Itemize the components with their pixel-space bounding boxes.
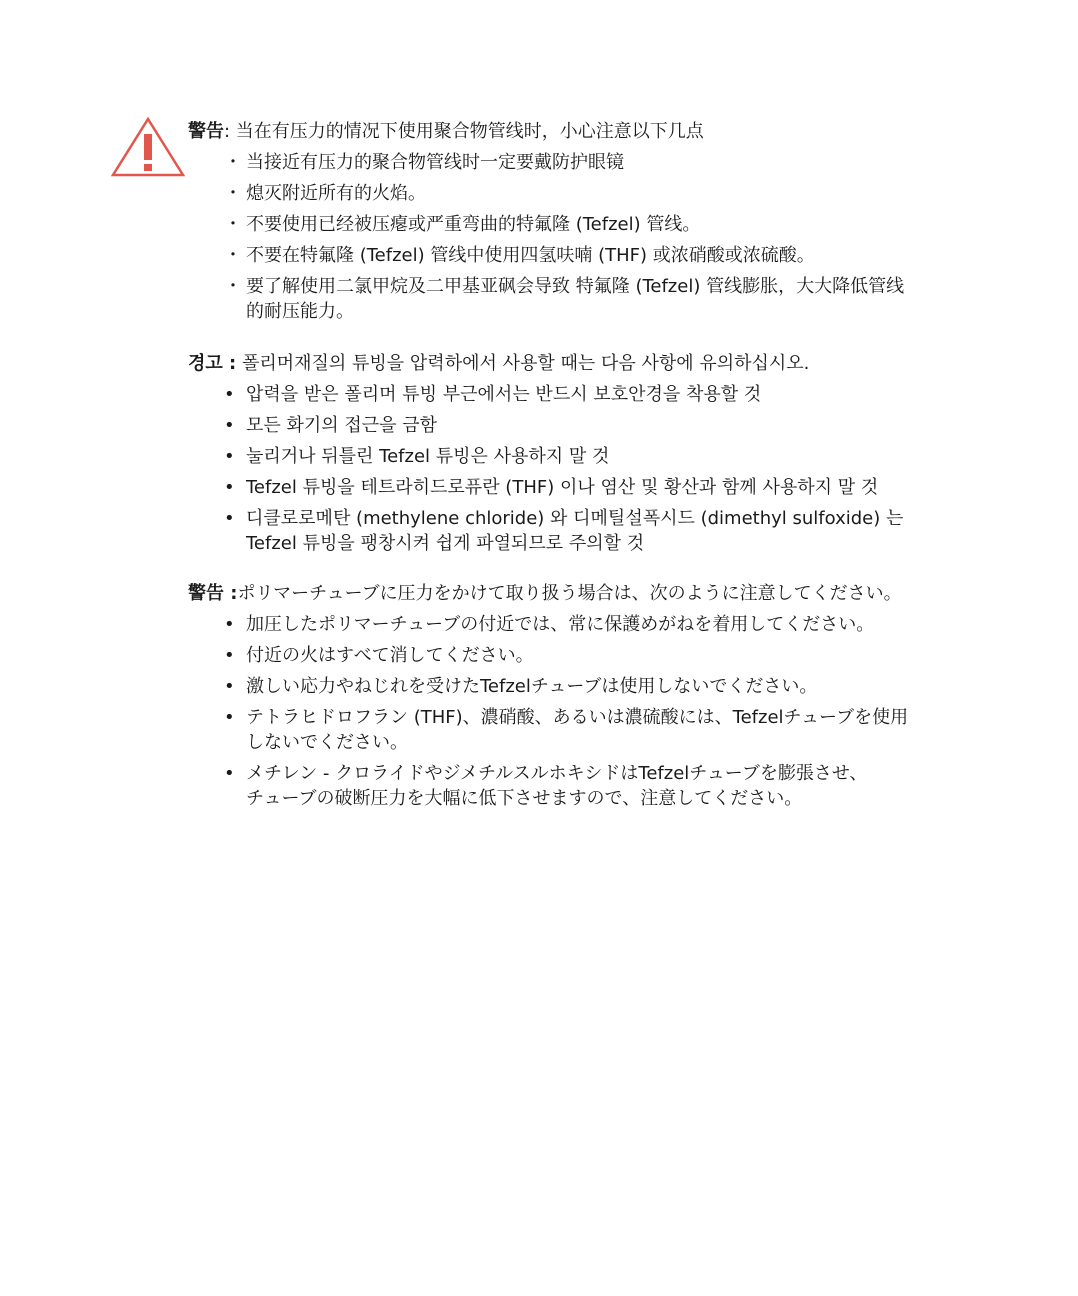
- list-item-text: 눌리거나 뒤틀린 Tefzel 튜빙은 사용하지 말 것: [246, 446, 610, 467]
- list-item-text: 압력을 받은 폴리머 튜빙 부근에서는 반드시 보호안경을 착용할 것: [246, 384, 762, 405]
- list-item-text: しないでください。: [246, 732, 408, 753]
- list-item-text: 모든 화기의 접근을 금함: [246, 415, 438, 436]
- list-item-text: 要了解使用二氯甲烷及二甲基亚砜会导致 特氟隆 (Tefzel) 管线膨胀，大大降低管线: [246, 276, 905, 297]
- bullet-marker: •: [224, 676, 235, 697]
- chinese-warning-intro: : 当在有压力的情况下使用聚合物管线时，小心注意以下几点: [224, 121, 704, 142]
- japanese-warning-list: [188, 612, 1008, 811]
- list-item-text: 当接近有压力的聚合物管线时一定要戴防护眼镜: [246, 152, 624, 173]
- list-item: [188, 761, 1008, 811]
- chinese-warning-list: [188, 150, 1008, 324]
- list-item-text: 不要使用已经被压瘪或严重弯曲的特氟隆 (Tefzel) 管线。: [246, 214, 701, 235]
- list-item: [188, 475, 1008, 500]
- list-item-text: 디클로로메탄 (methylene chloride) 와 디메틸설폭시드 (dimethyl sulfoxide) 는: [246, 508, 904, 529]
- bullet-marker: •: [224, 763, 235, 784]
- list-item-text: テトラヒドロフラン (THF)、濃硝酸、あるいは濃硫酸には、Tefzelチューブを使用: [246, 707, 909, 728]
- bullet-marker: •: [224, 446, 235, 467]
- list-item: [188, 181, 1008, 206]
- list-item: [188, 444, 1008, 469]
- chinese-warning-label: 警告: [188, 121, 224, 142]
- list-item: [188, 382, 1008, 407]
- list-item: [188, 705, 1008, 755]
- list-item: [188, 243, 1008, 268]
- list-item: [188, 413, 1008, 438]
- korean-warning-label: 경고 :: [188, 353, 237, 374]
- chinese-warning-heading: [188, 118, 1008, 146]
- warning-triangle-icon: [110, 116, 186, 178]
- bullet-marker: ・: [224, 245, 242, 266]
- bullet-marker: ・: [224, 276, 242, 297]
- chinese-warning-section: [188, 118, 1008, 330]
- list-item-text: Tefzel 튜빙을 팽창시켜 쉽게 파열되므로 주의할 것: [246, 533, 645, 554]
- bullet-marker: ・: [224, 183, 242, 204]
- list-item-text: 的耐压能力。: [246, 301, 354, 322]
- japanese-warning-heading: [188, 580, 1008, 608]
- bullet-marker: •: [224, 384, 235, 405]
- bullet-marker: •: [224, 415, 235, 436]
- japanese-warning-label: 警告 :: [188, 583, 238, 604]
- japanese-warning-intro: ポリマーチューブに圧力をかけて取り扱う場合は、次のように注意してください。: [237, 583, 902, 604]
- list-item: [188, 212, 1008, 237]
- japanese-warning-section: [188, 580, 1008, 817]
- bullet-marker: •: [224, 645, 235, 666]
- bullet-marker: •: [224, 614, 235, 635]
- list-item: [188, 150, 1008, 175]
- list-item-text: 加圧したポリマーチューブの付近では、常に保護めがねを着用してください。: [246, 614, 875, 635]
- list-item: [188, 674, 1008, 699]
- korean-warning-section: [188, 350, 1008, 562]
- korean-warning-heading: [188, 350, 1008, 378]
- list-item-text: 激しい応力やねじれを受けたTefzelチューブは使用しないでください。: [246, 676, 818, 697]
- bullet-marker: •: [224, 707, 235, 728]
- list-item: [188, 506, 1008, 556]
- list-item-text: チューブの破断圧力を大幅に低下させますので、注意してください。: [246, 788, 803, 809]
- bullet-marker: ・: [224, 214, 242, 235]
- korean-warning-intro: 폴리머재질의 튜빙을 압력하에서 사용할 때는 다음 사항에 유의하십시오.: [241, 353, 810, 374]
- list-item-text: Tefzel 튜빙을 테트라히드로퓨란 (THF) 이나 염산 및 황산과 함께 사용하지 말 것: [246, 477, 879, 498]
- list-item: [188, 274, 1008, 324]
- korean-warning-list: [188, 382, 1008, 556]
- list-item-text: メチレン - クロライドやジメチルスルホキシドはTefzelチューブを膨張させ、: [246, 763, 868, 784]
- bullet-marker: •: [224, 508, 235, 529]
- list-item-text: 不要在特氟隆 (Tefzel) 管线中使用四氢呋喃 (THF) 或浓硝酸或浓硫酸。: [246, 245, 815, 266]
- list-item-text: 付近の火はすべて消してください。: [246, 645, 534, 666]
- bullet-marker: ・: [224, 152, 242, 173]
- list-item-text: 熄灭附近所有的火焰。: [246, 183, 426, 204]
- list-item: [188, 643, 1008, 668]
- bullet-marker: •: [224, 477, 235, 498]
- list-item: [188, 612, 1008, 637]
